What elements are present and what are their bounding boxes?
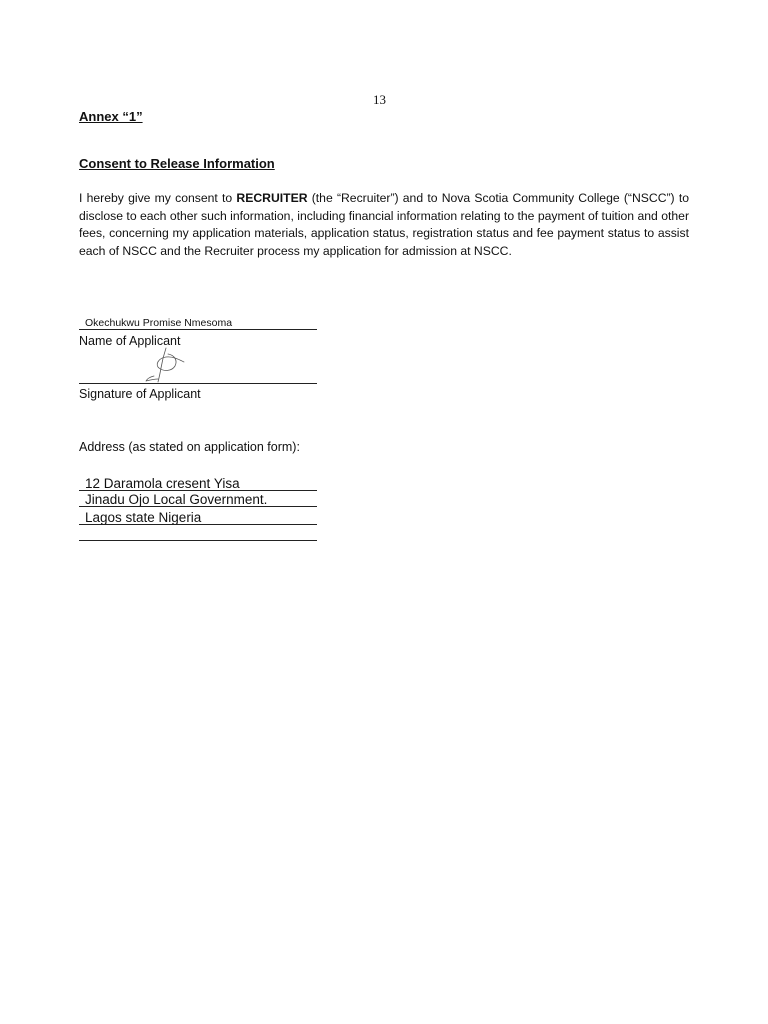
consent-recruiter-bold: RECRUITER <box>236 191 308 205</box>
signature-line <box>79 372 317 384</box>
consent-text-rest: (the “Recruiter”) and to Nova Scotia Community College (“NSCC”) to disclose to each other such information, including financial information relating to the payment of tuition and other fees, concerning my application materials, application status, registration status and fee payment status to assist each of NSCC and the Recruiter process my application for admission at NSCC. <box>79 191 689 258</box>
address-line-1: 12 Daramola cresent Yisa <box>79 476 317 491</box>
address-line-3: Lagos state Nigeria <box>79 510 317 525</box>
annex-title: Annex “1” <box>79 109 143 124</box>
address-label: Address (as stated on application form): <box>79 440 300 454</box>
signature-label: Signature of Applicant <box>79 387 201 401</box>
address-line-2: Jinadu Ojo Local Government. <box>79 492 317 507</box>
page-number: 13 <box>373 92 386 107</box>
consent-paragraph <box>79 190 689 260</box>
applicant-name-field: Okechukwu Promise Nmesoma <box>79 316 317 330</box>
address-line-4 <box>79 526 317 541</box>
applicant-name-label: Name of Applicant <box>79 334 181 348</box>
consent-text-start: I hereby give my consent to <box>79 191 237 205</box>
section-title: Consent to Release Information <box>79 156 275 171</box>
